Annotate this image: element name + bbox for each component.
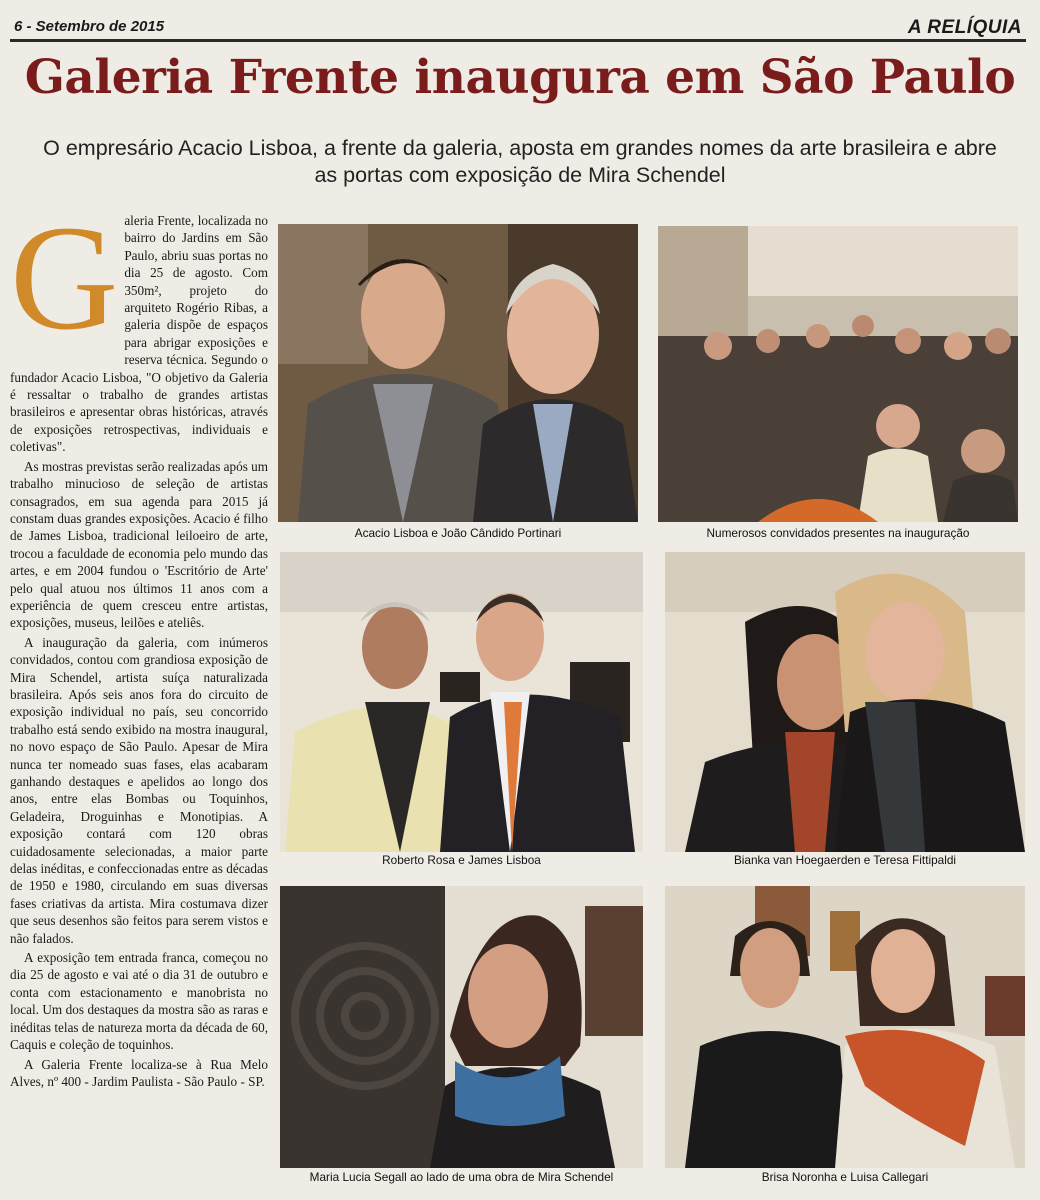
photo-caption: Brisa Noronha e Luisa Callegari xyxy=(761,1170,929,1184)
drop-cap: G xyxy=(10,212,119,361)
photo-acacio-portinari xyxy=(278,224,638,522)
article-body xyxy=(10,212,268,1192)
photo-guests xyxy=(658,226,1018,522)
deck: O empresário Acacio Lisboa, a frente da galeria, aposta em grandes nomes da arte brasileira e abre as portas com exposição de Mira Schendel xyxy=(43,136,997,187)
photo-caption: Numerosos convidados presentes na inauguração xyxy=(706,526,970,540)
publication-name: A RELÍQUIA xyxy=(907,17,1022,38)
photo-brisa-luisa xyxy=(665,886,1025,1168)
photo-caption: Roberto Rosa e James Lisboa xyxy=(382,853,541,867)
article-paragraph: As mostras previstas serão realizadas após um trabalho minucioso de seleção de artistas consagrados, em sua agenda para 2015 já constam duas grandes exposições. Acacio é filho de James Lisboa, tradicional leiloeiro de arte, trocou a faculdade de economia pelo mundo das artes, e em 2004 fundou o 'Escritório de Arte' pelo qual atuou nos últimos 11 anos com a experiência de quem cresceu entre artistas, exposições, museus, leilões e ateliês. xyxy=(10,458,268,631)
photo-caption: Bianka van Hoegaerden e Teresa Fittipaldi xyxy=(733,853,957,867)
photo-rosa-lisboa xyxy=(280,552,643,852)
article-paragraph: A exposição tem entrada franca, começou no dia 25 de agosto e vai até o dia 31 de outubro e conta com estacionamento e manobrista no local. Um dos destaques da mostra são as raras e inéditas telas de natureza morta da década de 60, Caquis e coleção de toquinhos. xyxy=(10,950,268,1053)
headline: Galeria Frente inaugura em São Paulo xyxy=(24,50,1016,105)
photo-bianka-teresa xyxy=(665,552,1025,852)
article-paragraph: A inauguração da galeria, com inúmeros convidados, contou com grandiosa exposição de Mira Schendel, artista suíça naturalizada brasileira. Após seis anos fora do circuito de exposição individual no país, seu concorrido trabalho está sendo exibido na mostra inaugural, no novo espaço de São Paulo. Apesar de Mira nunca ter nomeado suas fases, elas acabaram ganhando destaques e apelidos ao longo dos anos, entre elas Bombas ou Toquinhos, Geladeira, Droguinhas e Monotipias. A exposição contará com 120 obras cuidadosamente selecionadas, a maior parte delas inéditas, e confeccionadas entre as décadas de 1950 e 1980, circulando em suas diversas fases criativas da artista. Mira costumava dizer que seus desenhos são feitos para serem vistos e não falados. xyxy=(10,634,268,946)
header-rule xyxy=(10,39,1026,42)
photo-caption: Maria Lucia Segall ao lado de uma obra de Mira Schendel xyxy=(309,1170,614,1184)
photo-maria-lucia-segall xyxy=(280,886,643,1168)
article-paragraph: aleria Frente, localizada no bairro do Jardins em São Paulo, abriu suas portas no dia 25 de agosto. Com 350m², projeto do arquiteto Rogério Ribas, a galeria dispõe de espaços para abrigar exposições e reserva técnica. Segundo o fundador Acacio Lisboa, "O objetivo da Galeria é ressaltar o trabalho de grandes artistas brasileiros e apresentar obras históricas, através de exposições retrospectivas, individuais e coletivas". xyxy=(10,213,268,455)
page-header xyxy=(0,0,1040,44)
page-number-date: 6 - Setembro de 2015 xyxy=(14,18,165,35)
article-paragraph: A Galeria Frente localiza-se à Rua Melo Alves, nº 400 - Jardim Paulista - São Paulo - SP. xyxy=(10,1056,268,1089)
photo-caption: Acacio Lisboa e João Cândido Portinari xyxy=(354,526,562,540)
